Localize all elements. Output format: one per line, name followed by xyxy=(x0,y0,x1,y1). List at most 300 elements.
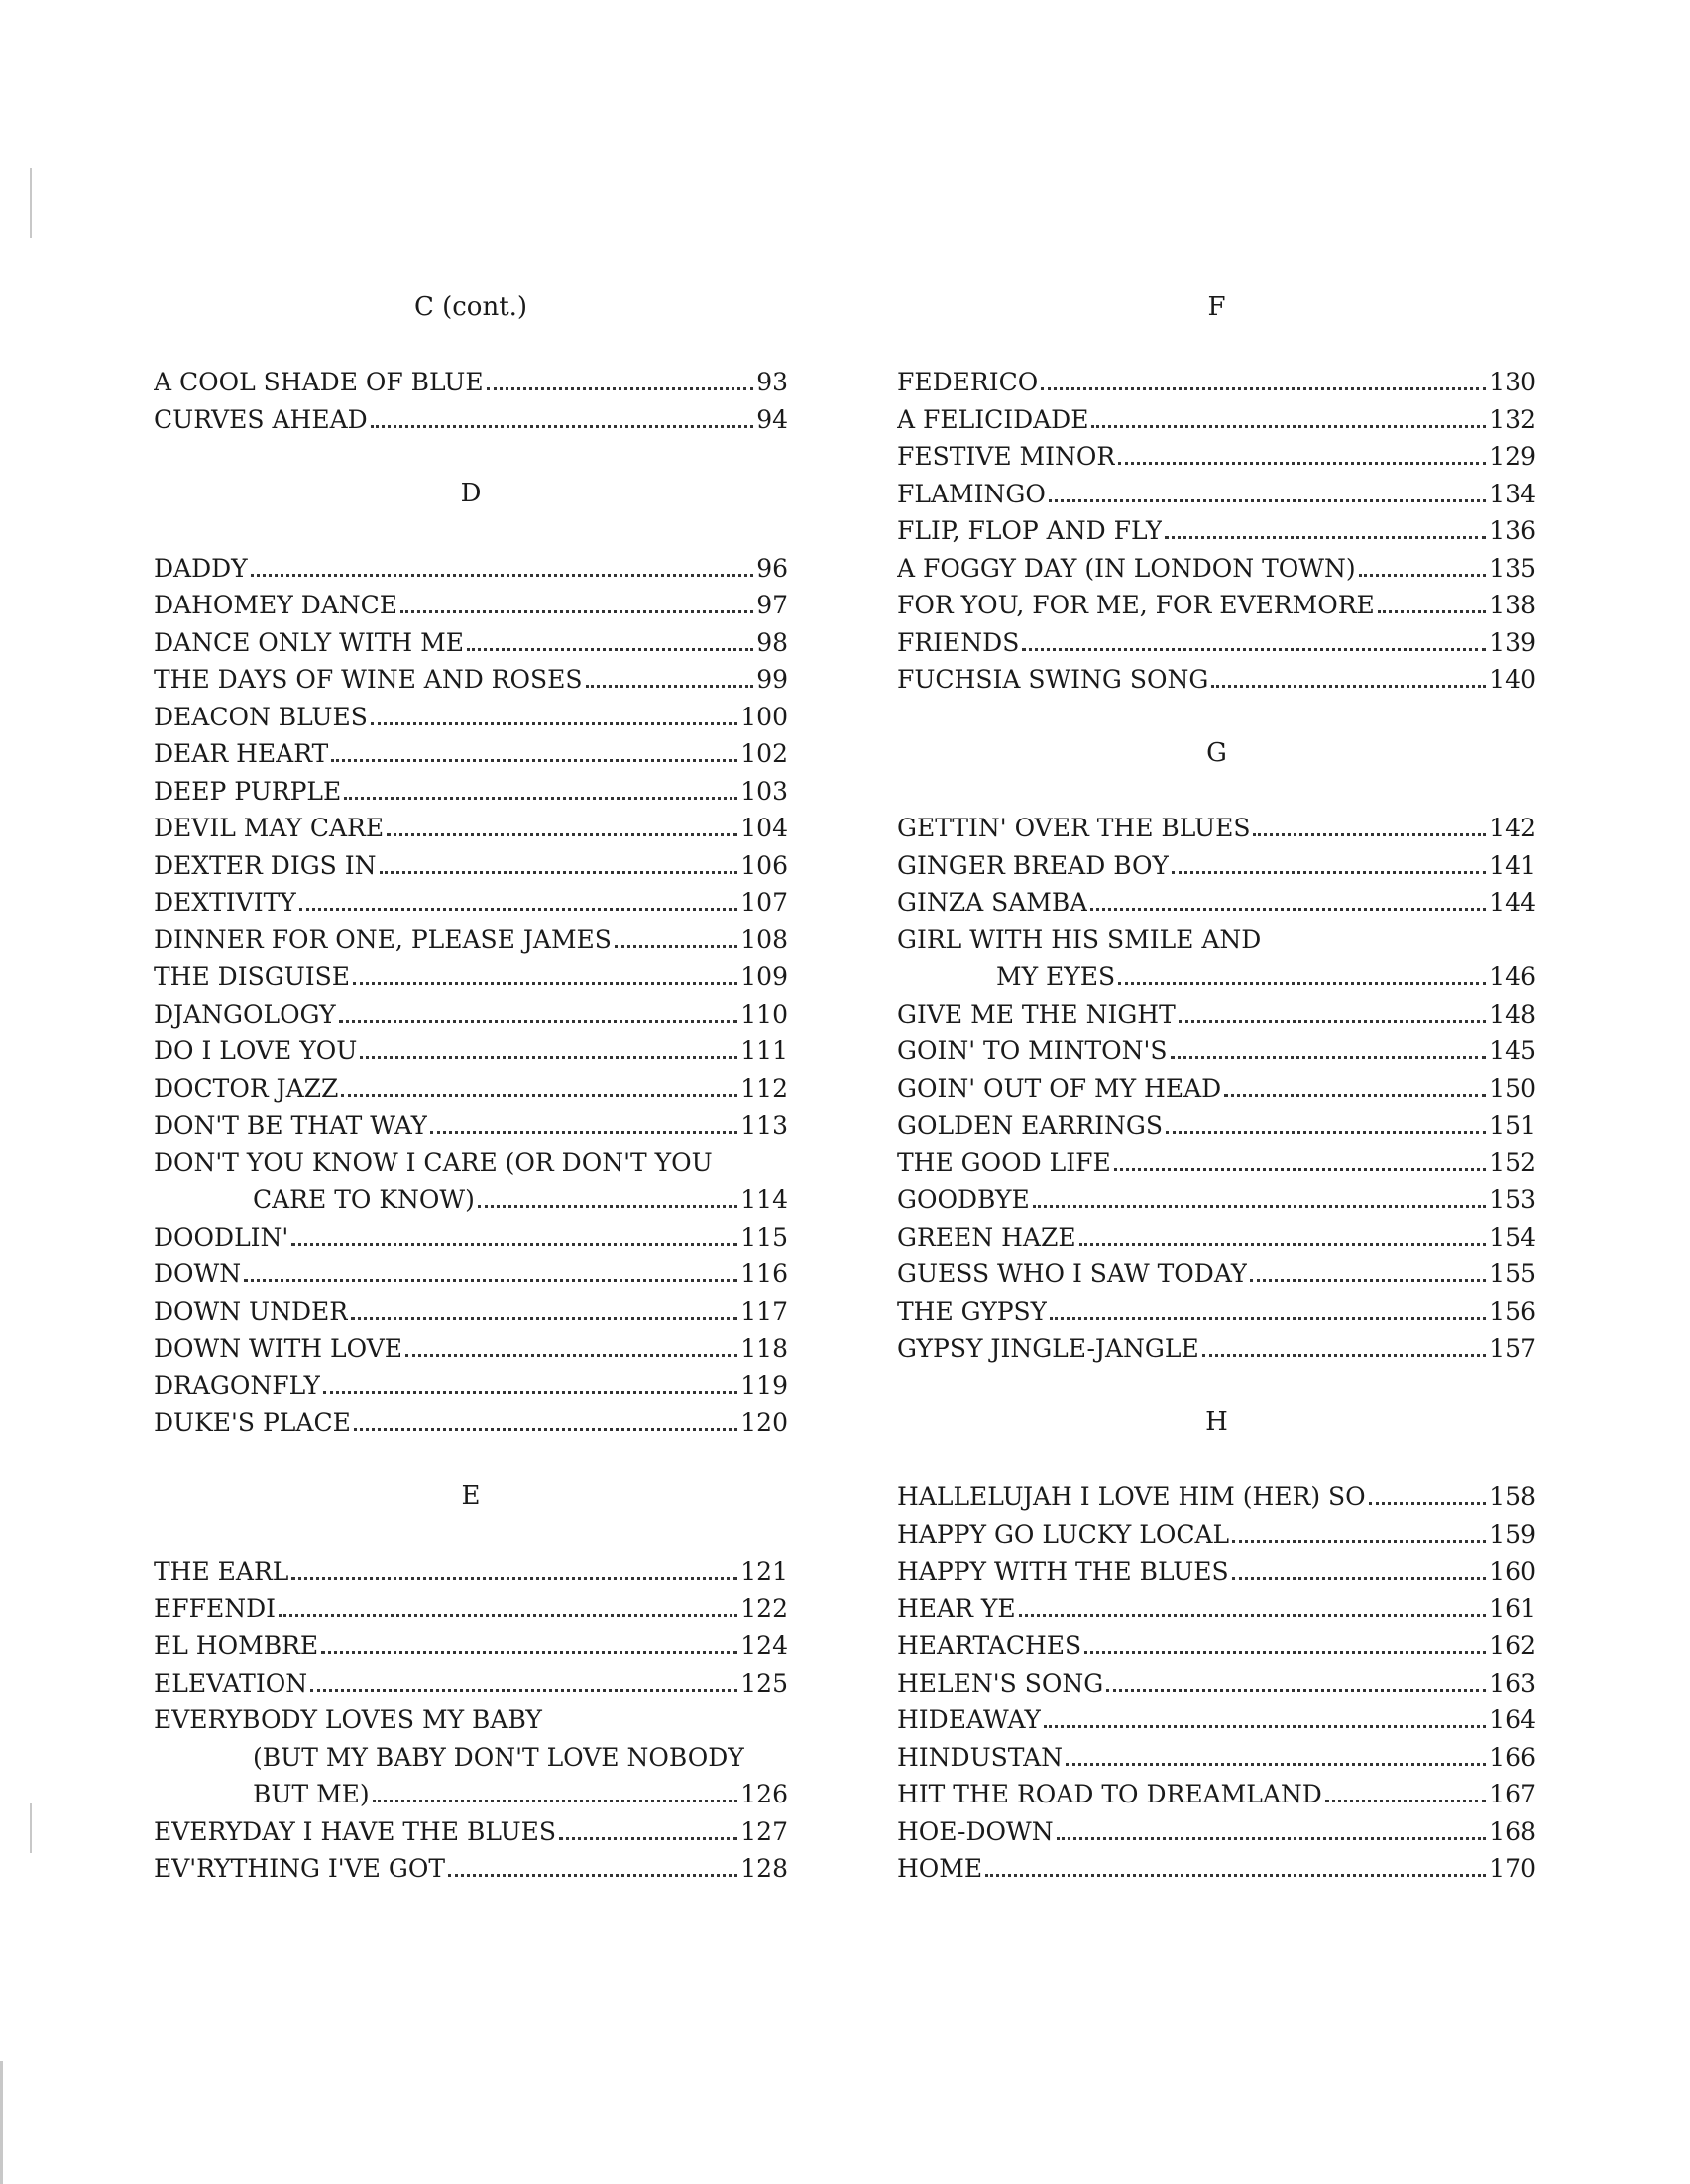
index-entry xyxy=(897,922,1536,996)
dot-leader xyxy=(467,648,753,651)
entry-page-number: 122 xyxy=(740,1593,788,1623)
dot-leader xyxy=(1022,648,1486,651)
entry-title: DO I LOVE YOU xyxy=(154,1037,358,1065)
entry-title: GOIN' TO MINTON'S xyxy=(897,1037,1168,1065)
entry-list xyxy=(897,364,1536,699)
index-entry xyxy=(897,996,1536,1034)
index-entry xyxy=(897,587,1536,624)
entry-title: HOME xyxy=(897,1854,983,1883)
entry-line xyxy=(897,1293,1536,1331)
dot-leader xyxy=(279,1614,737,1617)
entry-title: GETTIN' OVER THE BLUES xyxy=(897,814,1251,842)
entry-title: DOWN xyxy=(154,1259,242,1288)
dot-leader xyxy=(1041,387,1486,390)
dot-leader xyxy=(1066,1763,1486,1766)
entry-page-number: 110 xyxy=(740,999,788,1029)
index-entry xyxy=(154,1256,788,1293)
entry-title: FLAMINGO xyxy=(897,479,1046,508)
dot-leader xyxy=(487,387,754,390)
entry-title: DOWN UNDER xyxy=(154,1296,349,1326)
entry-page-number: 140 xyxy=(1489,665,1536,694)
entry-page-number: 124 xyxy=(740,1631,788,1660)
index-entry xyxy=(154,735,788,773)
entry-page-number: 108 xyxy=(740,925,788,954)
entry-page-number: 97 xyxy=(756,591,788,619)
index-entry xyxy=(897,1590,1536,1628)
entry-line xyxy=(154,364,788,401)
entry-page-number: 141 xyxy=(1489,850,1536,880)
entry-title: GUESS WHO I SAW TODAY xyxy=(897,1259,1248,1288)
entry-page-number: 139 xyxy=(1489,627,1536,657)
dot-leader xyxy=(1232,1540,1486,1543)
entry-title: FUCHSIA SWING SONG xyxy=(897,665,1209,694)
entry-page-number: 128 xyxy=(740,1854,788,1883)
entry-title: EL HOMBRE xyxy=(154,1631,319,1660)
dot-leader xyxy=(299,908,738,911)
index-entry xyxy=(154,624,788,662)
section-heading: D xyxy=(460,478,482,508)
entry-line xyxy=(154,624,788,662)
entry-title: DOWN WITH LOVE xyxy=(154,1334,403,1363)
index-entry xyxy=(154,1145,788,1219)
entry-page-number: 127 xyxy=(740,1816,788,1846)
entry-line xyxy=(897,624,1536,662)
entry-title: HINDUSTAN xyxy=(897,1742,1064,1772)
index-entry xyxy=(154,1404,788,1442)
dot-leader xyxy=(1044,1725,1486,1728)
index-entry xyxy=(154,922,788,959)
entry-page-number: 142 xyxy=(1489,814,1536,842)
index-entry xyxy=(154,550,788,588)
entry-line xyxy=(897,1739,1536,1777)
index-entry xyxy=(897,1033,1536,1070)
dot-leader xyxy=(360,1056,737,1059)
dot-leader xyxy=(1253,833,1486,836)
index-entry xyxy=(154,364,788,401)
entry-line xyxy=(897,1145,1536,1182)
entry-line xyxy=(897,1478,1536,1516)
index-entry xyxy=(154,1219,788,1256)
entry-page-number: 121 xyxy=(740,1557,788,1585)
section-c-cont xyxy=(154,289,788,438)
entry-page-number: 116 xyxy=(740,1259,788,1288)
index-entry xyxy=(154,1033,788,1070)
dot-leader xyxy=(251,574,753,577)
dot-leader xyxy=(371,722,737,725)
entry-line xyxy=(154,661,788,699)
entry-title: FRIENDS xyxy=(897,627,1020,657)
index-entry xyxy=(154,1330,788,1367)
section-heading: C (cont.) xyxy=(413,292,528,322)
entry-line xyxy=(154,1590,788,1628)
entry-page-number: 161 xyxy=(1489,1593,1536,1623)
dot-leader xyxy=(331,759,737,762)
index-entry xyxy=(154,847,788,885)
dot-leader xyxy=(1114,1168,1487,1171)
dot-leader xyxy=(387,833,737,836)
entry-title: DADDY xyxy=(154,553,248,583)
dot-leader xyxy=(1057,1837,1487,1840)
dot-leader xyxy=(291,1243,737,1246)
index-entry xyxy=(154,1665,788,1702)
entry-list xyxy=(897,810,1536,1367)
entry-title: A FELICIDADE xyxy=(897,404,1089,434)
index-entry xyxy=(897,1070,1536,1108)
entry-line xyxy=(154,884,788,922)
entry-title: EVERYDAY I HAVE THE BLUES xyxy=(154,1816,557,1846)
entry-line xyxy=(897,1850,1536,1888)
entry-line xyxy=(897,550,1536,588)
entry-line xyxy=(154,550,788,588)
dot-leader xyxy=(1211,685,1486,688)
index-entry xyxy=(897,512,1536,550)
index-entry xyxy=(154,810,788,847)
dot-leader xyxy=(310,1689,737,1692)
entry-line xyxy=(897,1516,1536,1554)
entry-line xyxy=(154,1367,788,1405)
entry-line xyxy=(154,1107,788,1145)
entry-line xyxy=(154,847,788,885)
entry-title: THE EARL xyxy=(154,1557,289,1585)
entry-page-number: 138 xyxy=(1489,591,1536,619)
dot-leader xyxy=(1232,1577,1487,1580)
section-e xyxy=(154,1478,788,1888)
dot-leader xyxy=(1172,871,1486,874)
index-entry xyxy=(154,1850,788,1888)
entry-title: A COOL SHADE OF BLUE xyxy=(154,368,484,396)
index-entry xyxy=(154,1107,788,1145)
index-entry xyxy=(154,587,788,624)
index-entry xyxy=(897,438,1536,476)
entry-title-line: DON'T YOU KNOW I CARE (OR DON'T YOU xyxy=(154,1147,713,1177)
entry-title: HIT THE ROAD TO DREAMLAND xyxy=(897,1780,1322,1808)
entry-page-number: 107 xyxy=(740,888,788,917)
index-entry xyxy=(154,773,788,811)
entry-title: MY EYES xyxy=(996,962,1116,991)
entry-line xyxy=(897,996,1536,1034)
index-entry xyxy=(897,1850,1536,1888)
entry-page-number: 100 xyxy=(740,702,788,731)
index-entry xyxy=(897,364,1536,401)
entry-page-number: 146 xyxy=(1489,962,1536,991)
entry-title: THE DAYS OF WINE AND ROSES xyxy=(154,665,583,694)
entry-title: DON'T BE THAT WAY xyxy=(154,1111,428,1140)
entry-title: DAHOMEY DANCE xyxy=(154,591,398,619)
dot-leader xyxy=(1091,425,1486,428)
entry-page-number: 148 xyxy=(1489,999,1536,1029)
dot-leader xyxy=(244,1279,737,1282)
dot-leader xyxy=(1019,1614,1487,1617)
index-entry xyxy=(897,624,1536,662)
index-entry xyxy=(154,1070,788,1108)
section-g xyxy=(897,735,1536,1367)
entry-line xyxy=(154,773,788,811)
entry-page-number: 168 xyxy=(1489,1816,1536,1846)
dot-leader xyxy=(448,1874,737,1877)
entry-line xyxy=(154,1813,788,1851)
entry-page-number: 118 xyxy=(740,1334,788,1363)
dot-leader xyxy=(559,1837,737,1840)
index-entry xyxy=(897,847,1536,885)
index-entry xyxy=(154,401,788,439)
entry-page-number: 154 xyxy=(1489,1222,1536,1252)
entry-page-number: 119 xyxy=(740,1370,788,1400)
entry-page-number: 155 xyxy=(1489,1259,1536,1288)
dot-leader xyxy=(1224,1094,1486,1097)
index-entry xyxy=(897,1256,1536,1293)
entry-line xyxy=(897,1627,1536,1665)
entry-line xyxy=(154,401,788,439)
entry-page-number: 126 xyxy=(740,1780,788,1808)
entry-page-number: 111 xyxy=(740,1037,788,1065)
index-entry xyxy=(897,1627,1536,1665)
entry-title: GOIN' OUT OF MY HEAD xyxy=(897,1073,1222,1103)
dot-leader xyxy=(1171,1056,1487,1059)
entry-page-number: 144 xyxy=(1489,888,1536,917)
entry-line xyxy=(897,364,1536,401)
entry-page-number: 160 xyxy=(1489,1557,1536,1585)
entry-page-number: 106 xyxy=(740,850,788,880)
index-entry xyxy=(897,1776,1536,1813)
index-entry xyxy=(154,884,788,922)
entry-title: GYPSY JINGLE-JANGLE xyxy=(897,1334,1199,1363)
entry-title: DEACON BLUES xyxy=(154,702,368,731)
entry-line xyxy=(897,1665,1536,1702)
index-entry xyxy=(897,1665,1536,1702)
entry-line xyxy=(897,884,1536,922)
entry-list xyxy=(897,1478,1536,1888)
section-d xyxy=(154,476,788,1442)
entry-page-number: 162 xyxy=(1489,1631,1536,1660)
entry-page-number: 115 xyxy=(740,1222,788,1252)
entry-line xyxy=(154,810,788,847)
entry-line xyxy=(897,476,1536,513)
entry-line xyxy=(154,1627,788,1665)
dot-leader xyxy=(1378,610,1486,613)
entry-line xyxy=(154,1330,788,1367)
entry-title: GOLDEN EARRINGS xyxy=(897,1111,1163,1140)
entry-title: HELEN'S SONG xyxy=(897,1668,1104,1697)
entry-title: DOCTOR JAZZ xyxy=(154,1073,339,1103)
entry-title: HOE-DOWN xyxy=(897,1816,1054,1846)
entry-line xyxy=(897,661,1536,699)
dot-leader xyxy=(1166,1131,1486,1134)
section-f xyxy=(897,289,1536,699)
entry-title: DOODLIN' xyxy=(154,1222,289,1252)
dot-leader xyxy=(400,610,753,613)
entry-title: BUT ME) xyxy=(253,1780,370,1808)
index-entry xyxy=(897,1181,1536,1219)
dot-leader xyxy=(1050,1317,1486,1320)
index-entry xyxy=(897,1219,1536,1256)
dot-leader xyxy=(478,1205,737,1208)
entry-line xyxy=(897,1330,1536,1367)
entry-line xyxy=(154,1850,788,1888)
dot-leader xyxy=(1090,908,1486,911)
dot-leader xyxy=(1165,536,1486,539)
entry-list xyxy=(154,550,788,1442)
entry-page-number: 136 xyxy=(1489,516,1536,545)
entry-line xyxy=(154,958,788,996)
scan-margin-mark xyxy=(0,2061,3,2184)
dot-leader xyxy=(353,982,737,985)
index-entry xyxy=(154,1367,788,1405)
dot-leader xyxy=(351,1317,737,1320)
index-entry xyxy=(897,1107,1536,1145)
entry-page-number: 150 xyxy=(1489,1073,1536,1103)
entry-line xyxy=(154,1404,788,1442)
entry-title: THE DISGUISE xyxy=(154,962,351,991)
entry-title-line: (BUT MY BABY DON'T LOVE NOBODY xyxy=(253,1742,744,1772)
section-heading: F xyxy=(1207,292,1226,322)
entry-line xyxy=(897,1070,1536,1108)
entry-page-number: 93 xyxy=(756,368,788,396)
entry-page-number: 132 xyxy=(1489,404,1536,434)
entry-list xyxy=(154,364,788,438)
index-entry xyxy=(897,550,1536,588)
dot-leader xyxy=(323,1391,737,1394)
dot-leader xyxy=(405,1354,737,1357)
index-entry xyxy=(154,1813,788,1851)
dot-leader xyxy=(1033,1205,1487,1208)
entry-page-number: 103 xyxy=(740,776,788,806)
entry-line xyxy=(154,1181,788,1219)
entry-title: HALLELUJAH I LOVE HIM (HER) SO xyxy=(897,1482,1366,1511)
index-entry xyxy=(154,996,788,1034)
section-heading: H xyxy=(1205,1407,1228,1437)
index-entry xyxy=(897,476,1536,513)
entry-page-number: 114 xyxy=(740,1185,788,1214)
entry-line xyxy=(154,1553,788,1590)
entry-page-number: 167 xyxy=(1489,1780,1536,1808)
entry-line xyxy=(897,1813,1536,1851)
entry-page-number: 135 xyxy=(1489,553,1536,583)
entry-line xyxy=(897,1701,1536,1739)
entry-page-number: 112 xyxy=(740,1073,788,1103)
entry-page-number: 151 xyxy=(1489,1111,1536,1140)
entry-title: FESTIVE MINOR xyxy=(897,442,1116,471)
entry-line xyxy=(897,958,1536,996)
entry-page-number: 152 xyxy=(1489,1147,1536,1177)
entry-title: HEARTACHES xyxy=(897,1631,1082,1660)
index-entry xyxy=(897,1293,1536,1331)
index-entry xyxy=(897,661,1536,699)
entry-page-number: 109 xyxy=(740,962,788,991)
entry-title: FEDERICO xyxy=(897,368,1039,396)
entry-line xyxy=(897,401,1536,439)
entry-line xyxy=(154,1070,788,1108)
entry-line xyxy=(897,1590,1536,1628)
index-entry xyxy=(897,1145,1536,1182)
dot-leader xyxy=(341,1094,737,1097)
index-entry xyxy=(897,1701,1536,1739)
entry-page-number: 99 xyxy=(756,665,788,694)
entry-title: DEVIL MAY CARE xyxy=(154,814,385,842)
entry-line xyxy=(897,438,1536,476)
index-entry xyxy=(154,1590,788,1628)
entry-line xyxy=(154,1033,788,1070)
entry-page-number: 164 xyxy=(1489,1705,1536,1734)
entry-title: THE GYPSY xyxy=(897,1296,1048,1326)
entry-line xyxy=(897,810,1536,847)
dot-leader xyxy=(1118,982,1486,985)
dot-leader xyxy=(344,797,737,800)
index-entry xyxy=(897,810,1536,847)
index-entry xyxy=(897,1516,1536,1554)
dot-leader xyxy=(1369,1502,1487,1505)
entry-title: FOR YOU, FOR ME, FOR EVERMORE xyxy=(897,591,1375,619)
dot-leader xyxy=(373,1800,738,1802)
entry-line xyxy=(154,1776,788,1813)
dot-leader xyxy=(985,1874,1486,1877)
entry-title: ELEVATION xyxy=(154,1668,308,1697)
dot-leader xyxy=(321,1651,737,1654)
entry-title: HEAR YE xyxy=(897,1593,1016,1623)
entry-page-number: 96 xyxy=(756,553,788,583)
index-entry xyxy=(154,1553,788,1590)
entry-page-number: 98 xyxy=(756,627,788,657)
entry-title: DEEP PURPLE xyxy=(154,776,342,806)
dot-leader xyxy=(615,945,737,948)
index-entry xyxy=(897,1553,1536,1590)
entry-page-number: 104 xyxy=(740,814,788,842)
entry-title-line: GIRL WITH HIS SMILE AND xyxy=(897,925,1262,954)
entry-line xyxy=(154,1293,788,1331)
entry-title: GOODBYE xyxy=(897,1185,1030,1214)
dot-leader xyxy=(430,1131,737,1134)
index-entry xyxy=(154,958,788,996)
index-column-left xyxy=(154,289,788,1888)
entry-page-number: 166 xyxy=(1489,1742,1536,1772)
entry-line xyxy=(154,922,788,959)
entry-title: CARE TO KNOW) xyxy=(253,1185,475,1214)
entry-list xyxy=(154,1553,788,1888)
section-h xyxy=(897,1404,1536,1888)
entry-line xyxy=(897,1033,1536,1070)
entry-title: GINGER BREAD BOY xyxy=(897,850,1170,880)
entry-title: EV'RYTHING I'VE GOT xyxy=(154,1854,446,1883)
entry-title: DRAGONFLY xyxy=(154,1370,321,1400)
entry-page-number: 153 xyxy=(1489,1185,1536,1214)
index-entry xyxy=(154,1293,788,1331)
entry-line xyxy=(897,587,1536,624)
scan-margin-mark xyxy=(30,1803,32,1853)
dot-leader xyxy=(1179,1020,1487,1023)
entry-line xyxy=(897,847,1536,885)
dot-leader xyxy=(586,685,754,688)
dot-leader xyxy=(1202,1354,1487,1357)
entry-title: GIVE ME THE NIGHT xyxy=(897,999,1176,1029)
dot-leader xyxy=(380,871,738,874)
entry-title: DEAR HEART xyxy=(154,739,329,768)
entry-page-number: 94 xyxy=(756,404,788,434)
entry-line xyxy=(154,1219,788,1256)
entry-title: GINZA SAMBA xyxy=(897,888,1088,917)
entry-title: DANCE ONLY WITH ME xyxy=(154,627,464,657)
dot-leader xyxy=(354,1428,737,1431)
entry-line xyxy=(897,1553,1536,1590)
entry-line xyxy=(154,1256,788,1293)
entry-line xyxy=(897,512,1536,550)
entry-title: THE GOOD LIFE xyxy=(897,1147,1111,1177)
entry-page-number: 117 xyxy=(740,1296,788,1326)
entry-title: HIDEAWAY xyxy=(897,1705,1042,1734)
entry-title: A FOGGY DAY (IN LONDON TOWN) xyxy=(897,553,1356,583)
entry-title: DJANGOLOGY xyxy=(154,999,336,1029)
dot-leader xyxy=(1084,1651,1486,1654)
entry-line xyxy=(897,1219,1536,1256)
section-heading: G xyxy=(1206,738,1227,768)
